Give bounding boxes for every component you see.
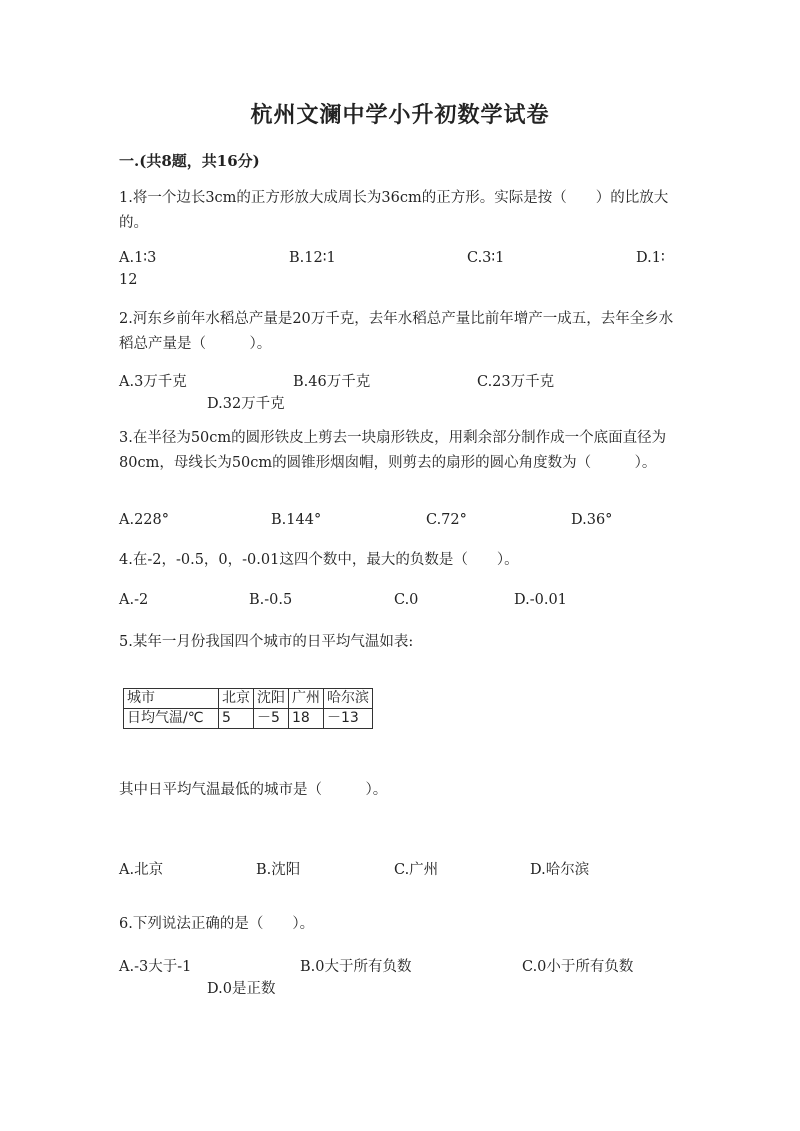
question-5-option-b: B.沈阳 bbox=[256, 862, 301, 878]
question-2-option-c: C.23万千克 bbox=[477, 374, 555, 390]
table-cell: 沈阳 bbox=[254, 689, 289, 709]
question-1-option-d-wrap: 12 bbox=[119, 272, 138, 288]
question-1-stem: 1.将一个边长3cm的正方形放大成周长为36cm的正方形。实际是按（ ）的比放大的。 bbox=[119, 190, 669, 231]
table-cell: 18 bbox=[289, 709, 324, 729]
question-6-option-c: C.0小于所有负数 bbox=[522, 959, 634, 975]
question-4-option-c: C.0 bbox=[394, 592, 419, 608]
table-cell: 广州 bbox=[289, 689, 324, 709]
table-cell: 哈尔滨 bbox=[324, 689, 373, 709]
table-cell: 5 bbox=[219, 709, 254, 729]
question-3-option-d: D.36° bbox=[571, 512, 613, 528]
question-4-stem: 4.在-2，-0.5，0，-0.01这四个数中，最大的负数是（ ）。 bbox=[119, 552, 519, 568]
question-5-followup: 其中日平均气温最低的城市是（ ）。 bbox=[119, 782, 388, 798]
question-1-option-b: B.12∶1 bbox=[289, 250, 336, 266]
question-3-option-a: A.228° bbox=[119, 512, 170, 528]
page-title: 杭州文澜中学小升初数学试卷 bbox=[250, 102, 550, 128]
question-4-option-d: D.-0.01 bbox=[514, 592, 567, 608]
table-cell: 城市 bbox=[124, 689, 219, 709]
table-row bbox=[124, 709, 373, 729]
question-1-option-a: A.1∶3 bbox=[119, 250, 157, 266]
question-5-option-c: C.广州 bbox=[394, 862, 439, 878]
table-cell: 北京 bbox=[219, 689, 254, 709]
question-1-option-d: D.1∶ bbox=[636, 250, 665, 266]
question-2-option-d: D.32万千克 bbox=[207, 396, 285, 412]
table-cell: 日均气温/℃ bbox=[124, 709, 219, 729]
question-3-option-c: C.72° bbox=[426, 512, 467, 528]
question-6-stem: 6.下列说法正确的是（ ）。 bbox=[119, 916, 315, 932]
temperature-table bbox=[123, 688, 373, 729]
table-header-row bbox=[124, 689, 373, 709]
table-cell: －13 bbox=[324, 709, 373, 729]
question-2-option-b: B.46万千克 bbox=[293, 374, 371, 390]
question-5-option-a: A.北京 bbox=[119, 862, 164, 878]
question-4-option-b: B.-0.5 bbox=[249, 592, 293, 608]
question-2-stem: 2.河东乡前年水稻总产量是20万千克，去年水稻总产量比前年增产一成五，去年全乡水稻总产量是（ ）。 bbox=[119, 311, 674, 352]
question-4-option-a: A.-2 bbox=[119, 592, 149, 608]
question-2-option-a: A.3万千克 bbox=[119, 374, 187, 390]
question-5-stem: 5.某年一月份我国四个城市的日平均气温如表: bbox=[119, 634, 414, 650]
question-3-option-b: B.144° bbox=[271, 512, 322, 528]
question-6-option-b: B.0大于所有负数 bbox=[300, 959, 412, 975]
question-1-option-c: C.3∶1 bbox=[467, 250, 505, 266]
question-6-option-a: A.-3大于-1 bbox=[119, 959, 192, 975]
question-6-option-d: D.0是正数 bbox=[207, 981, 276, 997]
section-heading: 一.(共8题，共16分) bbox=[119, 152, 260, 170]
table-cell: －5 bbox=[254, 709, 289, 729]
question-5-option-d: D.哈尔滨 bbox=[530, 862, 590, 878]
question-3-stem: 3.在半径为50cm的圆形铁皮上剪去一块扇形铁皮，用剩余部分制作成一个底面直径为80cm，母线长为50cm的圆锥形烟囱帽，则剪去的扇形的圆心角度数为（ ）。 bbox=[119, 430, 667, 471]
